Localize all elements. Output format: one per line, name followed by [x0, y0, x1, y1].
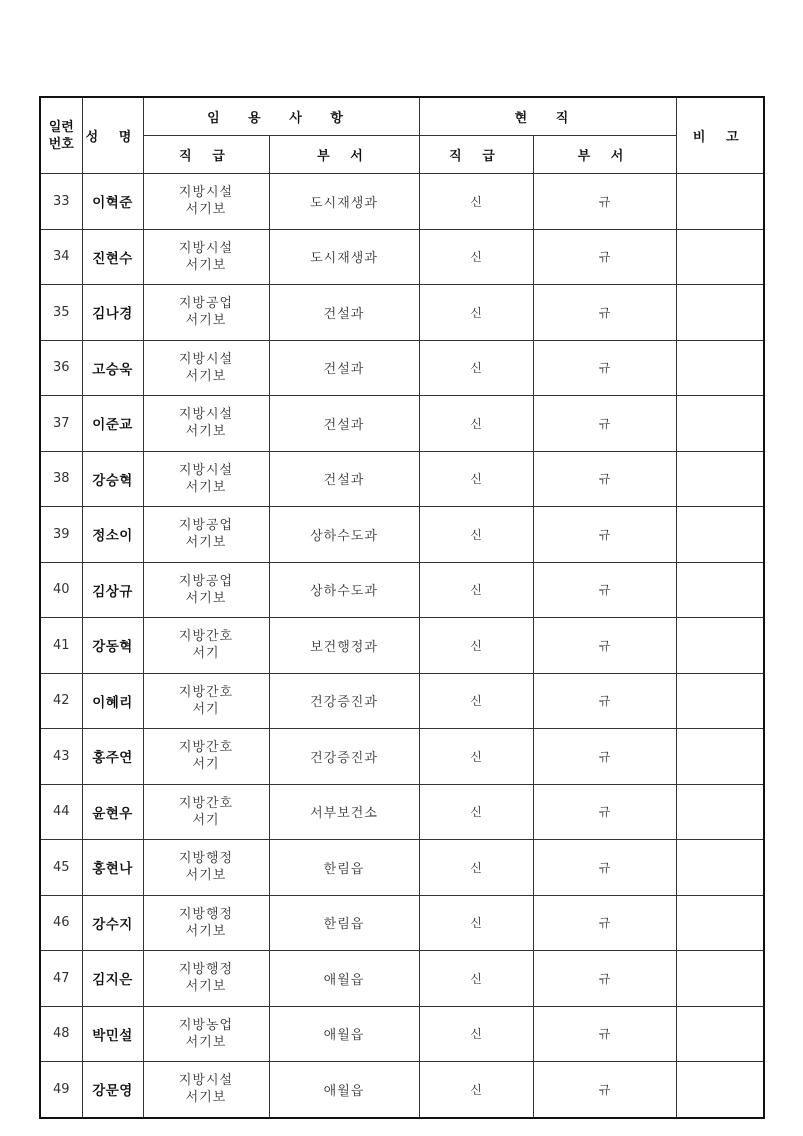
current-rank-cell: 신 — [419, 729, 533, 785]
rank-line1: 지방행정 — [178, 906, 234, 922]
appointment-rank-cell — [143, 729, 269, 785]
current-rank-cell: 신 — [419, 340, 533, 396]
serial-header-line2: 번호 — [48, 136, 74, 152]
rank-line1: 지방시설 — [178, 185, 234, 201]
serial-number-cell: 48 — [40, 1006, 82, 1062]
appointment-rank-cell — [143, 340, 269, 396]
remarks-cell — [676, 229, 764, 285]
appointment-rank-cell — [143, 673, 269, 729]
appointment-rank-cell — [143, 507, 269, 563]
appointment-dept-cell: 도시재생과 — [269, 229, 419, 285]
name-cell: 김나경 — [82, 285, 143, 341]
table-body — [40, 174, 764, 1118]
name-cell: 강동혁 — [82, 618, 143, 674]
appointment-dept-header: 부 서 — [269, 136, 419, 174]
remarks-cell — [676, 1006, 764, 1062]
current-dept-cell: 규 — [533, 229, 676, 285]
serial-number-cell: 38 — [40, 451, 82, 507]
table-row — [40, 895, 764, 951]
name-cell: 진현수 — [82, 229, 143, 285]
table-row — [40, 840, 764, 896]
serial-number-cell: 37 — [40, 396, 82, 452]
current-rank-cell: 신 — [419, 1062, 533, 1118]
table-row — [40, 451, 764, 507]
table-row — [40, 229, 764, 285]
appointment-dept-cell: 한림읍 — [269, 840, 419, 896]
current-rank-cell: 신 — [419, 1006, 533, 1062]
name-cell: 이혁준 — [82, 174, 143, 230]
current-rank-cell: 신 — [419, 618, 533, 674]
appointment-rank-cell — [143, 840, 269, 896]
current-position-header: 현 직 — [419, 97, 676, 136]
rank-line1: 지방농업 — [178, 1017, 234, 1033]
name-cell: 이혜리 — [82, 673, 143, 729]
table-row — [40, 340, 764, 396]
current-rank-header: 직 급 — [419, 136, 533, 174]
appointment-rank-cell — [143, 1062, 269, 1118]
current-dept-cell: 규 — [533, 729, 676, 785]
rank-line1: 지방시설 — [178, 462, 234, 478]
table-row — [40, 673, 764, 729]
remarks-cell — [676, 451, 764, 507]
current-dept-cell: 규 — [533, 396, 676, 452]
current-rank-cell: 신 — [419, 396, 533, 452]
rank-line2: 서기보 — [185, 590, 227, 606]
rank-line2: 서기보 — [185, 202, 227, 218]
remarks-cell — [676, 895, 764, 951]
appointment-rank-cell — [143, 784, 269, 840]
rank-line2: 서기보 — [185, 479, 227, 495]
rank-line1: 지방간호 — [178, 795, 234, 811]
rank-line1: 지방시설 — [178, 1073, 234, 1089]
rank-line1: 지방공업 — [178, 296, 234, 312]
remarks-cell — [676, 507, 764, 563]
appointment-dept-cell: 서부보건소 — [269, 784, 419, 840]
name-cell: 홍현나 — [82, 840, 143, 896]
serial-number-cell: 41 — [40, 618, 82, 674]
appointment-dept-cell: 건설과 — [269, 285, 419, 341]
rank-line1: 지방시설 — [178, 407, 234, 423]
current-dept-cell: 규 — [533, 895, 676, 951]
appointment-header: 임 용 사 항 — [143, 97, 419, 136]
current-dept-cell: 규 — [533, 562, 676, 618]
table-row — [40, 174, 764, 230]
appointment-table — [39, 96, 765, 1119]
appointment-dept-cell: 한림읍 — [269, 895, 419, 951]
appointment-rank-cell — [143, 951, 269, 1007]
current-dept-cell: 규 — [533, 451, 676, 507]
remarks-cell — [676, 562, 764, 618]
serial-number-cell: 35 — [40, 285, 82, 341]
table-row — [40, 507, 764, 563]
remarks-cell — [676, 951, 764, 1007]
current-rank-cell: 신 — [419, 895, 533, 951]
rank-line1: 지방시설 — [178, 351, 234, 367]
name-cell: 윤현우 — [82, 784, 143, 840]
table-row — [40, 285, 764, 341]
serial-number-cell: 45 — [40, 840, 82, 896]
appointment-rank-cell — [143, 229, 269, 285]
rank-line1: 지방공업 — [178, 518, 234, 534]
appointment-rank-cell — [143, 285, 269, 341]
appointment-rank-cell — [143, 451, 269, 507]
current-rank-cell: 신 — [419, 562, 533, 618]
remarks-cell — [676, 396, 764, 452]
current-dept-header: 부 서 — [533, 136, 676, 174]
remarks-cell — [676, 673, 764, 729]
remarks-cell — [676, 618, 764, 674]
rank-line1: 지방간호 — [178, 740, 234, 756]
rank-line2: 서기보 — [185, 979, 227, 995]
table-row — [40, 1062, 764, 1118]
name-cell: 강문영 — [82, 1062, 143, 1118]
appointment-dept-cell: 도시재생과 — [269, 174, 419, 230]
serial-number-cell: 39 — [40, 507, 82, 563]
current-dept-cell: 규 — [533, 1062, 676, 1118]
appointment-dept-cell: 건설과 — [269, 451, 419, 507]
appointment-dept-cell: 상하수도과 — [269, 507, 419, 563]
appointment-dept-cell: 건설과 — [269, 340, 419, 396]
rank-line2: 서기보 — [185, 368, 227, 384]
table-row — [40, 562, 764, 618]
table-header — [40, 97, 764, 174]
rank-line1: 지방간호 — [178, 684, 234, 700]
serial-header-line1: 일련 — [48, 119, 74, 135]
rank-line1: 지방간호 — [178, 629, 234, 645]
current-rank-cell: 신 — [419, 451, 533, 507]
serial-number-cell: 36 — [40, 340, 82, 396]
rank-line2: 서기 — [192, 757, 220, 773]
remarks-header: 비 고 — [676, 97, 764, 174]
name-cell: 박민설 — [82, 1006, 143, 1062]
appointment-rank-header: 직 급 — [143, 136, 269, 174]
name-cell: 정소이 — [82, 507, 143, 563]
serial-number-cell: 49 — [40, 1062, 82, 1118]
remarks-cell — [676, 285, 764, 341]
name-cell: 김지은 — [82, 951, 143, 1007]
name-cell: 강승혁 — [82, 451, 143, 507]
table-row — [40, 951, 764, 1007]
name-cell: 강수지 — [82, 895, 143, 951]
remarks-cell — [676, 174, 764, 230]
name-cell: 김상규 — [82, 562, 143, 618]
current-rank-cell: 신 — [419, 784, 533, 840]
current-rank-cell: 신 — [419, 174, 533, 230]
current-dept-cell: 규 — [533, 784, 676, 840]
current-rank-cell: 신 — [419, 285, 533, 341]
rank-line2: 서기보 — [185, 1034, 227, 1050]
remarks-cell — [676, 840, 764, 896]
current-rank-cell: 신 — [419, 840, 533, 896]
current-dept-cell: 규 — [533, 507, 676, 563]
current-dept-cell: 규 — [533, 1006, 676, 1062]
appointment-rank-cell — [143, 174, 269, 230]
rank-line2: 서기보 — [185, 923, 227, 939]
serial-number-cell: 46 — [40, 895, 82, 951]
remarks-cell — [676, 340, 764, 396]
table-row — [40, 1006, 764, 1062]
rank-line1: 지방행정 — [178, 851, 234, 867]
serial-number-cell: 40 — [40, 562, 82, 618]
serial-number-cell: 47 — [40, 951, 82, 1007]
name-cell: 홍주연 — [82, 729, 143, 785]
serial-number-cell: 42 — [40, 673, 82, 729]
rank-line2: 서기보 — [185, 257, 227, 273]
appointment-rank-cell — [143, 1006, 269, 1062]
rank-line2: 서기보 — [185, 424, 227, 440]
rank-line1: 지방공업 — [178, 573, 234, 589]
serial-number-header — [40, 97, 82, 174]
table-row — [40, 784, 764, 840]
remarks-cell — [676, 784, 764, 840]
serial-number-cell: 44 — [40, 784, 82, 840]
current-dept-cell: 규 — [533, 840, 676, 896]
current-dept-cell: 규 — [533, 618, 676, 674]
current-dept-cell: 규 — [533, 951, 676, 1007]
remarks-cell — [676, 1062, 764, 1118]
current-dept-cell: 규 — [533, 340, 676, 396]
rank-line2: 서기보 — [185, 1090, 227, 1106]
name-cell: 이준교 — [82, 396, 143, 452]
appointment-dept-cell: 건설과 — [269, 396, 419, 452]
name-cell: 고승욱 — [82, 340, 143, 396]
serial-number-cell: 43 — [40, 729, 82, 785]
table-row — [40, 729, 764, 785]
appointment-rank-cell — [143, 618, 269, 674]
serial-number-cell: 33 — [40, 174, 82, 230]
current-rank-cell: 신 — [419, 229, 533, 285]
rank-line2: 서기보 — [185, 313, 227, 329]
appointment-rank-cell — [143, 396, 269, 452]
table-row — [40, 618, 764, 674]
appointment-dept-cell: 건강증진과 — [269, 729, 419, 785]
current-rank-cell: 신 — [419, 673, 533, 729]
serial-number-cell: 34 — [40, 229, 82, 285]
rank-line1: 지방시설 — [178, 240, 234, 256]
table-row — [40, 396, 764, 452]
appointment-rank-cell — [143, 895, 269, 951]
rank-line2: 서기보 — [185, 868, 227, 884]
appointment-dept-cell: 애월읍 — [269, 1006, 419, 1062]
rank-line2: 서기보 — [185, 535, 227, 551]
appointment-dept-cell: 애월읍 — [269, 951, 419, 1007]
remarks-cell — [676, 729, 764, 785]
current-dept-cell: 규 — [533, 285, 676, 341]
current-rank-cell: 신 — [419, 951, 533, 1007]
appointment-dept-cell: 상하수도과 — [269, 562, 419, 618]
name-header: 성 명 — [82, 97, 143, 174]
current-dept-cell: 규 — [533, 673, 676, 729]
rank-line2: 서기 — [192, 812, 220, 828]
current-rank-cell: 신 — [419, 507, 533, 563]
rank-line1: 지방행정 — [178, 962, 234, 978]
appointment-dept-cell: 애월읍 — [269, 1062, 419, 1118]
appointment-dept-cell: 보건행정과 — [269, 618, 419, 674]
current-dept-cell: 규 — [533, 174, 676, 230]
appointment-rank-cell — [143, 562, 269, 618]
appointment-dept-cell: 건강증진과 — [269, 673, 419, 729]
rank-line2: 서기 — [192, 646, 220, 662]
rank-line2: 서기 — [192, 701, 220, 717]
